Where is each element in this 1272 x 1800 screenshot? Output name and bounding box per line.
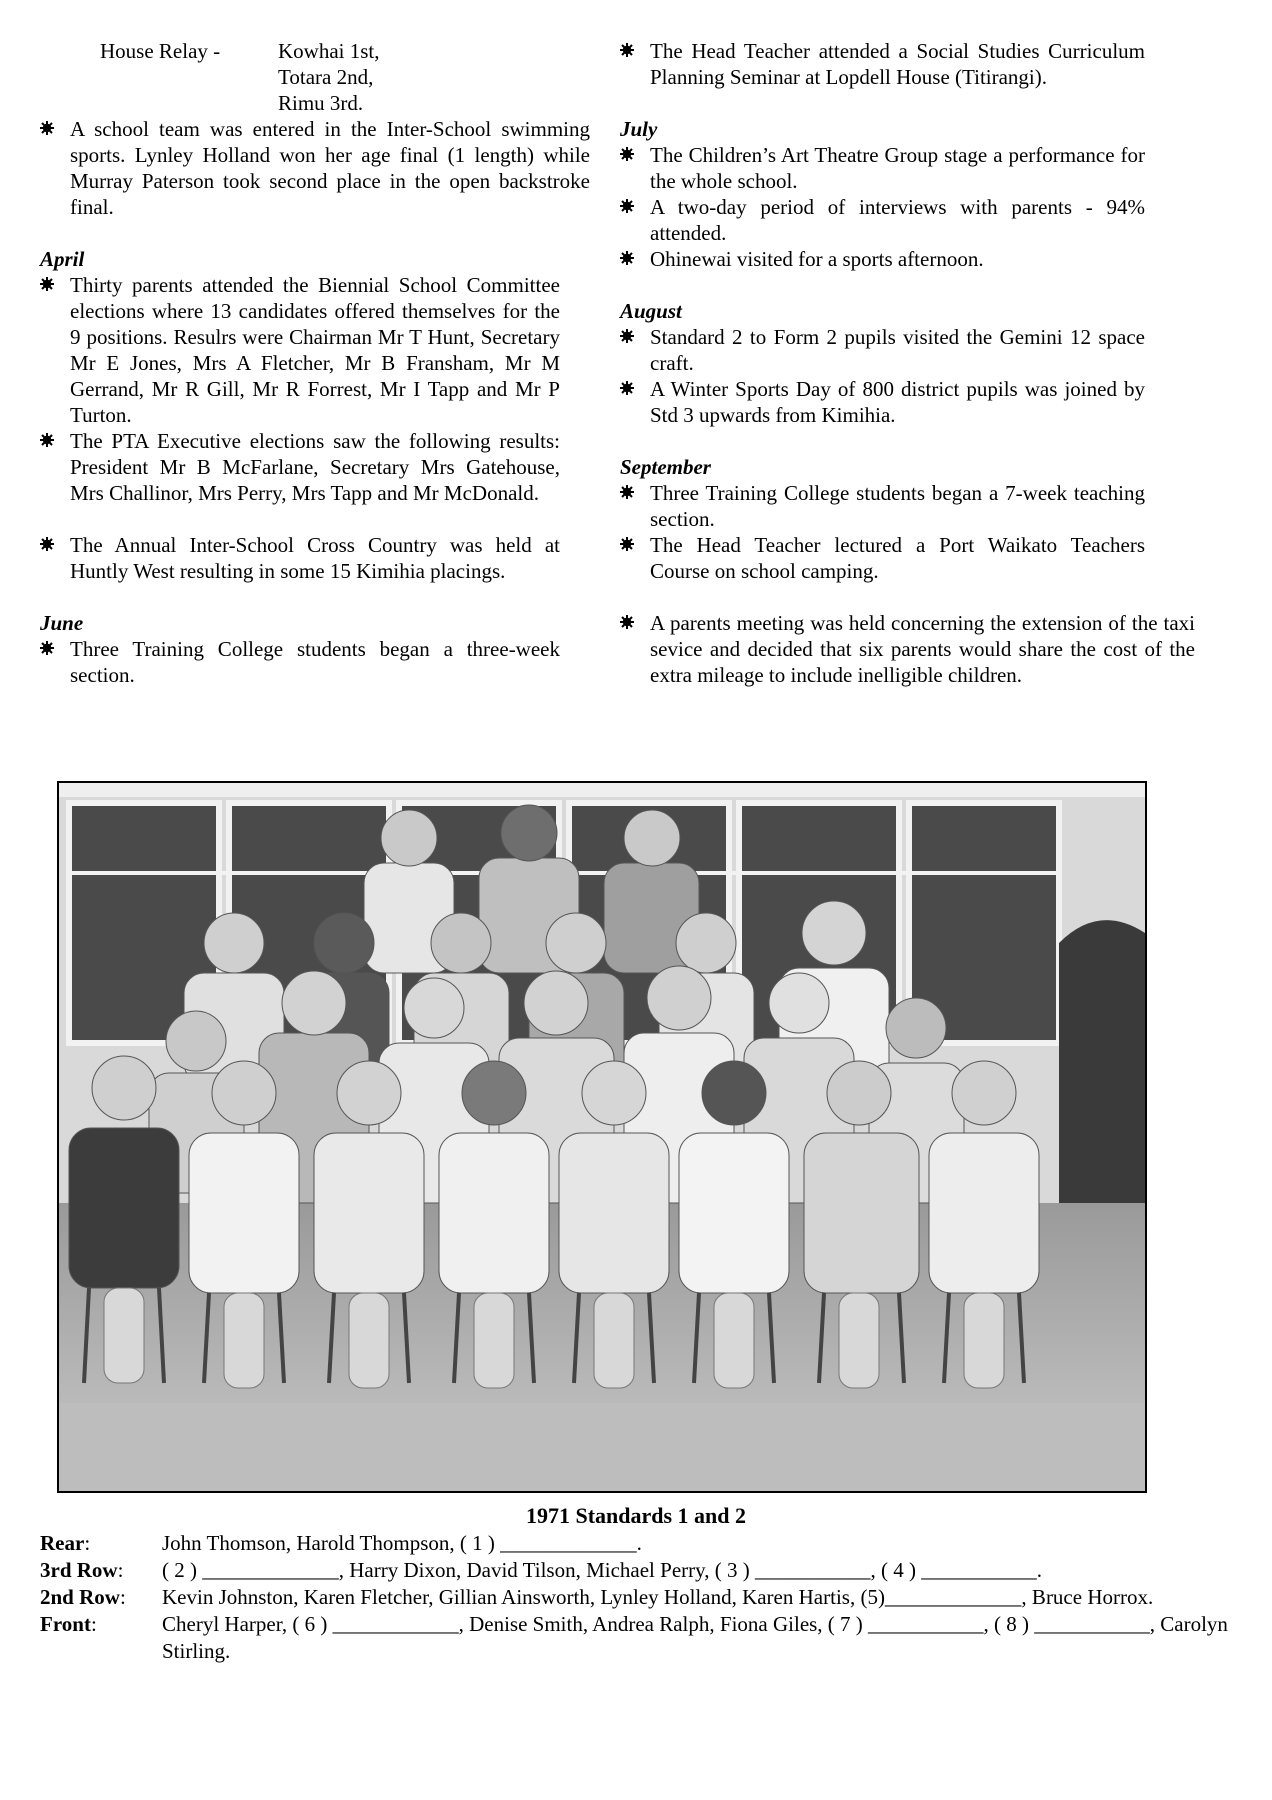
list-item: Three Training College students began a three-week section.: [40, 636, 560, 688]
list-item: Three Training College students began a 7-week teaching section.: [620, 480, 1145, 532]
month-heading-july: July: [620, 117, 658, 141]
row-label: 3rd Row: [40, 1558, 118, 1582]
list-item: The PTA Executive elections saw the following results: President Mr B McFarlane, Secretary Mrs Gatehouse, Mrs Challinor, Mrs Perry, Mrs Tapp and Mr McDonald.: [40, 428, 560, 506]
name-row-front: Front: Cheryl Harper, ( 6 ) ____________, Denise Smith, Andrea Ralph, Fiona Giles, ( 7 ) ___________, ( 8 ) ___________, Carolyn Stirling.: [40, 1612, 1228, 1663]
row-names: John Thomson, Harold Thompson, ( 1 ) _____________.: [162, 1531, 642, 1555]
row-label: Front: [40, 1612, 91, 1636]
row-label: 2nd Row: [40, 1585, 120, 1609]
star-bullet-icon: [620, 485, 634, 499]
photo-caption: 1971 Standards 1 and 2: [525, 1503, 747, 1528]
list-item: The Children’s Art Theatre Group stage a performance for the whole school.: [620, 142, 1145, 194]
list-item: The Annual Inter-School Cross Country was held at Huntly West resulting in some 15 Kimihia placings.: [40, 532, 560, 584]
star-bullet-icon: [40, 537, 54, 551]
row-names: Kevin Johnston, Karen Fletcher, Gillian Ainsworth, Lynley Holland, Karen Hartis, (5)_____________, Bruce Horrox.: [162, 1585, 1154, 1609]
list-item: A Winter Sports Day of 800 district pupils was joined by Std 3 upwards from Kimihia.: [620, 376, 1145, 428]
relay-result: Rimu 3rd.: [278, 91, 364, 115]
house-relay-label: House Relay -: [100, 39, 221, 63]
month-heading-april: April: [40, 247, 85, 271]
relay-result: Kowhai 1st,: [278, 39, 380, 63]
star-bullet-icon: [620, 537, 634, 551]
class-photo-illustration: [59, 783, 1145, 1491]
star-bullet-icon: [620, 329, 634, 343]
list-item: The Head Teacher lectured a Port Waikato Teachers Course on school camping.: [620, 532, 1145, 584]
name-rows: [40, 1530, 1240, 1665]
list-item: Standard 2 to Form 2 pupils visited the Gemini 12 space craft.: [620, 324, 1145, 376]
star-bullet-icon: [620, 199, 634, 213]
left-column: [40, 38, 590, 688]
name-row-rear: Rear: John Thomson, Harold Thompson, ( 1 ) _____________.: [40, 1531, 642, 1555]
month-heading-september: September: [620, 455, 711, 479]
star-bullet-icon: [40, 277, 54, 291]
list-item: A parents meeting was held concerning the extension of the taxi sevice and decided that six parents would share the cost of the extra mileage to include inelligible children.: [620, 610, 1195, 688]
list-item: Thirty parents attended the Biennial School Committee elections where 13 candidates offered themselves for the 9 positions. Resulrs were Chairman Mr T Hunt, Secretary Mr E Jones, Mrs A Fletcher, Mr B Fransham, Mr M Gerrand, Mr R Gill, Mr R Forrest, Mr I Tapp and Mr P Turton.: [40, 272, 560, 428]
house-relay-block: [100, 38, 590, 116]
right-column: [620, 38, 1195, 688]
month-heading-june: June: [40, 611, 84, 635]
list-item: A two-day period of interviews with parents - 94% attended.: [620, 194, 1145, 246]
name-row-second: 2nd Row: Kevin Johnston, Karen Fletcher, Gillian Ainsworth, Lynley Holland, Karen Hartis, (5)_____________, Bruce Horrox.: [40, 1585, 1154, 1609]
list-item: Ohinewai visited for a sports afternoon.: [620, 246, 1145, 272]
star-bullet-icon: [40, 641, 54, 655]
relay-result: Totara 2nd,: [278, 65, 374, 89]
star-bullet-icon: [620, 147, 634, 161]
star-bullet-icon: [620, 615, 634, 629]
star-bullet-icon: [40, 121, 54, 135]
row-label: Rear: [40, 1531, 85, 1555]
star-bullet-icon: [620, 251, 634, 265]
month-heading-august: August: [620, 299, 682, 323]
star-bullet-icon: [40, 433, 54, 447]
name-row-third: 3rd Row: ( 2 ) _____________, Harry Dixon, David Tilson, Michael Perry, ( 3 ) ___________, ( 4 ) ___________.: [40, 1558, 1042, 1582]
row-names: ( 2 ) _____________, Harry Dixon, David Tilson, Michael Perry, ( 3 ) ___________, ( 4 ) ___________.: [162, 1558, 1042, 1582]
star-bullet-icon: [620, 43, 634, 57]
list-item: The Head Teacher attended a Social Studies Curriculum Planning Seminar at Lopdell House (Titirangi).: [620, 38, 1145, 90]
list-item: A school team was entered in the Inter-School swimming sports. Lynley Holland won her age final (1 length) while Murray Paterson took second place in the open backstroke final.: [40, 116, 590, 220]
row-names: Cheryl Harper, ( 6 ) ____________, Denise Smith, Andrea Ralph, Fiona Giles, ( 7 ) ___________, ( 8 ) ___________, Carolyn Stirling.: [162, 1612, 1228, 1663]
class-photo: [57, 781, 1147, 1493]
house-relay-results: [278, 38, 380, 116]
star-bullet-icon: [620, 381, 634, 395]
